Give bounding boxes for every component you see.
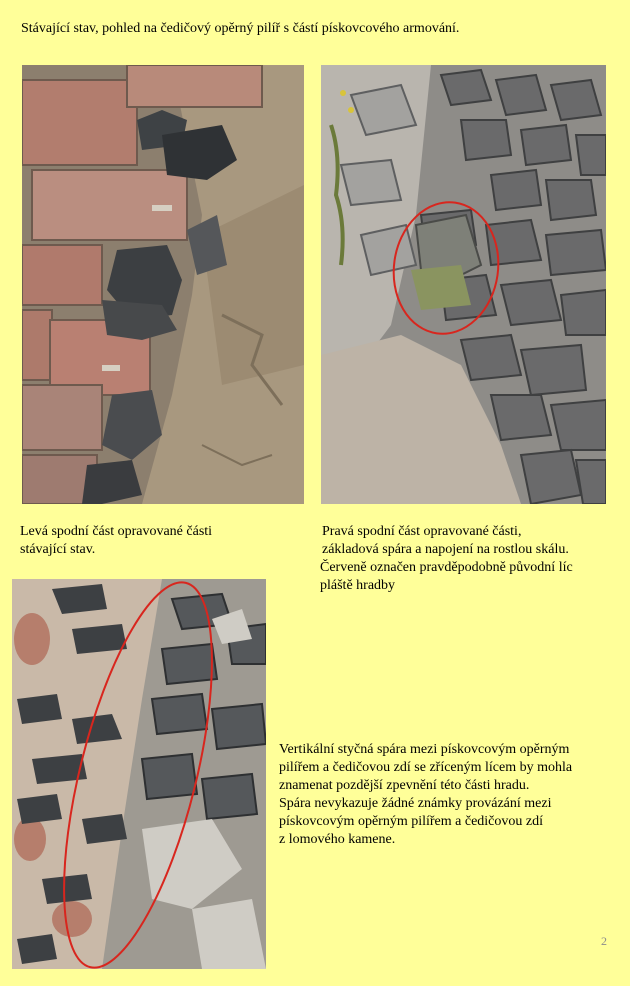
caption-left-line-1: Levá spodní část opravované části bbox=[20, 524, 213, 539]
caption-right-line-4: pláště hradby bbox=[320, 578, 396, 593]
page-number: 2 bbox=[601, 934, 607, 948]
photo-right-foundation bbox=[321, 65, 606, 504]
page-title: Stávající stav, pohled na čedičový opěrný pilíř s částí pískovcového armování. bbox=[21, 21, 460, 36]
photo-left-lower-section bbox=[22, 65, 304, 504]
caption-left-line-2: stávající stav. bbox=[20, 542, 96, 557]
caption-right-line-3: Červeně označen pravděpodobně původní líc bbox=[320, 560, 573, 575]
caption-bottom-line-6: z lomového kamene. bbox=[279, 832, 396, 847]
caption-right-line-1: Pravá spodní část opravované části, bbox=[322, 524, 522, 539]
photo-vertical-joint bbox=[12, 579, 266, 969]
caption-bottom-line-2: pilířem a čedičovou zdí se zříceným lícem by mohla bbox=[279, 760, 573, 775]
caption-bottom-line-1: Vertikální styčná spára mezi pískovcovým opěrným bbox=[279, 742, 570, 757]
caption-bottom-line-5: pískovcovým opěrným pilířem a čedičovou zdí bbox=[279, 814, 543, 829]
caption-bottom-line-4: Spára nevykazuje žádné známky provázání mezi bbox=[279, 796, 552, 811]
caption-right-line-2: základová spára a napojení na rostlou skálu. bbox=[322, 542, 569, 557]
caption-bottom-line-3: znamenat pozdější zpevnění této části hradu. bbox=[279, 778, 530, 793]
